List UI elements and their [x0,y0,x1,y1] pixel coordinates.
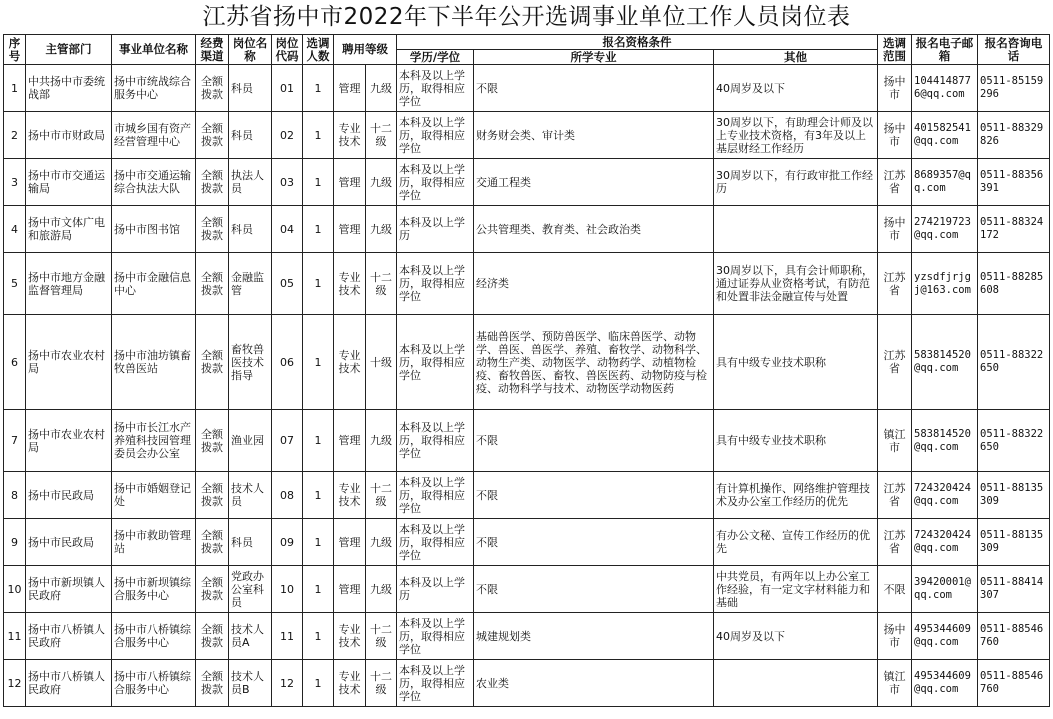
cell-funding: 全额拨款 [196,660,229,707]
header-seq: 序号 [4,35,26,65]
cell-level-grade: 十二级 [366,112,397,159]
header-scope: 选调范围 [878,35,912,65]
cell-email: yzsdfjrjgj@163.com [912,253,978,315]
table-row [4,206,1050,253]
cell-unit: 扬中市交通运输综合执法大队 [112,159,196,206]
table-row [4,65,1050,112]
cell-email: 8689357@qq.com [912,159,978,206]
cell-count: 1 [303,660,334,707]
cell-post-code: 06 [272,315,303,410]
table-row [4,159,1050,206]
header-other: 其他 [714,50,878,65]
cell-dept: 扬中市八桥镇人民政府 [26,660,112,707]
cell-unit: 扬中市婚姻登记处 [112,472,196,519]
cell-post-name: 执法人员 [229,159,272,206]
cell-dept: 扬中市农业农村局 [26,410,112,472]
cell-post-name: 科员 [229,65,272,112]
cell-seq: 11 [4,613,26,660]
cell-level-type: 管理 [334,519,366,566]
cell-post-code: 11 [272,613,303,660]
cell-scope: 江苏省 [878,519,912,566]
cell-post-code: 10 [272,566,303,613]
table-row [4,613,1050,660]
table-row [4,660,1050,707]
cell-dept: 扬中市八桥镇人民政府 [26,613,112,660]
cell-education: 本科及以上学历，取得相应学位 [397,112,474,159]
cell-major: 财务财会类、审计类 [474,112,714,159]
cell-post-name: 技术人员B [229,660,272,707]
cell-count: 1 [303,410,334,472]
table-row [4,315,1050,410]
cell-scope: 江苏省 [878,472,912,519]
cell-level-type: 专业技术 [334,112,366,159]
cell-email: 274219723@qq.com [912,206,978,253]
cell-major: 农业类 [474,660,714,707]
cell-level-grade: 十二级 [366,253,397,315]
cell-post-name: 科员 [229,112,272,159]
cell-post-name: 渔业园 [229,410,272,472]
cell-education: 本科及以上学历，取得相应学位 [397,519,474,566]
cell-phone: 0511-88135309 [978,472,1050,519]
cell-education: 本科及以上学历 [397,206,474,253]
cell-email: 724320424@qq.com [912,519,978,566]
cell-post-name: 党政办公室科员 [229,566,272,613]
cell-level-type: 专业技术 [334,253,366,315]
table-row [4,253,1050,315]
cell-level-grade: 九级 [366,206,397,253]
cell-funding: 全额拨款 [196,315,229,410]
cell-level-type: 专业技术 [334,660,366,707]
cell-seq: 5 [4,253,26,315]
table-row [4,566,1050,613]
cell-count: 1 [303,112,334,159]
cell-scope: 扬中市 [878,65,912,112]
cell-dept: 扬中市市财政局 [26,112,112,159]
cell-post-code: 08 [272,472,303,519]
cell-phone: 0511-88329826 [978,112,1050,159]
cell-other [714,660,878,707]
cell-scope: 扬中市 [878,112,912,159]
cell-post-code: 02 [272,112,303,159]
cell-education: 本科及以上学历，取得相应学位 [397,410,474,472]
cell-post-name: 技术人员A [229,613,272,660]
cell-dept: 扬中市民政局 [26,472,112,519]
cell-phone: 0511-88324172 [978,206,1050,253]
cell-seq: 8 [4,472,26,519]
header-row-1 [4,35,1050,50]
cell-unit: 扬中市长江水产养殖科技园管理委员会办公室 [112,410,196,472]
cell-email: 495344609@qq.com [912,613,978,660]
cell-phone: 0511-88285608 [978,253,1050,315]
cell-major: 不限 [474,410,714,472]
cell-funding: 全额拨款 [196,410,229,472]
cell-major: 不限 [474,65,714,112]
cell-dept: 扬中市农业农村局 [26,315,112,410]
cell-phone: 0511-88414307 [978,566,1050,613]
header-major: 所学专业 [474,50,714,65]
cell-count: 1 [303,159,334,206]
cell-level-type: 专业技术 [334,472,366,519]
cell-dept: 扬中市文体广电和旅游局 [26,206,112,253]
cell-level-grade: 九级 [366,410,397,472]
cell-level-type: 管理 [334,206,366,253]
cell-unit: 扬中市八桥镇综合服务中心 [112,613,196,660]
cell-level-type: 专业技术 [334,315,366,410]
cell-funding: 全额拨款 [196,253,229,315]
cell-scope: 江苏省 [878,253,912,315]
cell-level-grade: 九级 [366,519,397,566]
cell-seq: 7 [4,410,26,472]
cell-education: 本科及以上学历，取得相应学位 [397,613,474,660]
table-row [4,410,1050,472]
cell-email: 39420001@qq.com [912,566,978,613]
table-row [4,519,1050,566]
cell-level-type: 管理 [334,159,366,206]
cell-education: 本科及以上学历，取得相应学位 [397,159,474,206]
cell-count: 1 [303,315,334,410]
cell-post-name: 科员 [229,206,272,253]
cell-education: 本科及以上学历，取得相应学位 [397,660,474,707]
cell-level-grade: 十二级 [366,613,397,660]
header-post-name: 岗位名称 [229,35,272,65]
cell-phone: 0511-88322650 [978,410,1050,472]
cell-funding: 全额拨款 [196,472,229,519]
header-funding: 经费渠道 [196,35,229,65]
cell-seq: 1 [4,65,26,112]
cell-level-type: 管理 [334,566,366,613]
cell-seq: 4 [4,206,26,253]
cell-unit: 扬中市图书馆 [112,206,196,253]
header-dept: 主管部门 [26,35,112,65]
cell-unit: 扬中市统战综合服务中心 [112,65,196,112]
cell-seq: 12 [4,660,26,707]
cell-unit: 扬中市新坝镇综合服务中心 [112,566,196,613]
cell-level-grade: 九级 [366,566,397,613]
cell-unit: 扬中市油坊镇畜牧兽医站 [112,315,196,410]
cell-scope: 江苏省 [878,315,912,410]
cell-level-grade: 九级 [366,159,397,206]
cell-other: 30周岁以下，具有会计师职称，通过证券从业资格考试，有防范和处置非法金融宣传与处置 [714,253,878,315]
cell-level-type: 专业技术 [334,613,366,660]
header-unit: 事业单位名称 [112,35,196,65]
cell-email: 401582541@qq.com [912,112,978,159]
cell-other: 具有中级专业技术职称 [714,410,878,472]
cell-count: 1 [303,206,334,253]
header-education: 学历/学位 [397,50,474,65]
cell-phone: 0511-88546760 [978,660,1050,707]
cell-level-type: 管理 [334,65,366,112]
cell-count: 1 [303,566,334,613]
cell-other: 40周岁及以下 [714,65,878,112]
cell-post-code: 04 [272,206,303,253]
cell-post-code: 05 [272,253,303,315]
cell-major: 不限 [474,566,714,613]
cell-level-type: 管理 [334,410,366,472]
cell-other: 40周岁及以下 [714,613,878,660]
header-email: 报名电子邮箱 [912,35,978,65]
header-post-code: 岗位代码 [272,35,303,65]
cell-major: 公共管理类、教育类、社会政治类 [474,206,714,253]
cell-other: 30周岁以下，有助理会计师及以上专业技术资格，有3年及以上基层财经工作经历 [714,112,878,159]
cell-count: 1 [303,253,334,315]
cell-major: 基础兽医学、预防兽医学、临床兽医学、动物学、兽医、兽医学、养殖、畜牧学、动物科学、动物生产类、动物医学、动物药学、动植物检疫、畜牧兽医、畜牧、兽医医药、动物防疫与检疫、动物科学与技术、动物医学动物医药 [474,315,714,410]
cell-scope: 扬中市 [878,613,912,660]
cell-email: 495344609@qq.com [912,660,978,707]
cell-funding: 全额拨款 [196,613,229,660]
cell-phone: 0511-88135309 [978,519,1050,566]
cell-unit: 市城乡国有资产经营管理中心 [112,112,196,159]
page-title: 江苏省扬中市2022年下半年公开选调事业单位工作人员岗位表 [202,4,851,30]
cell-scope: 江苏省 [878,159,912,206]
cell-seq: 6 [4,315,26,410]
header-count: 选调人数 [303,35,334,65]
cell-seq: 10 [4,566,26,613]
header-level: 聘用等级 [334,35,397,65]
cell-major: 交通工程类 [474,159,714,206]
cell-level-grade: 十级 [366,315,397,410]
cell-phone: 0511-85159296 [978,65,1050,112]
cell-post-code: 09 [272,519,303,566]
cell-education: 本科及以上学历，取得相应学位 [397,253,474,315]
cell-scope: 镇江市 [878,660,912,707]
header-phone: 报名咨询电话 [978,35,1050,65]
cell-funding: 全额拨款 [196,566,229,613]
position-table [3,34,1050,707]
cell-education: 本科及以上学历，取得相应学位 [397,315,474,410]
cell-scope: 镇江市 [878,410,912,472]
cell-phone: 0511-88322650 [978,315,1050,410]
cell-other: 有办公文秘、宣传工作经历的优先 [714,519,878,566]
cell-post-code: 01 [272,65,303,112]
table-row [4,112,1050,159]
table-row [4,472,1050,519]
cell-count: 1 [303,519,334,566]
cell-email: 1044148776@qq.com [912,65,978,112]
cell-post-name: 技术人员 [229,472,272,519]
cell-phone: 0511-88546760 [978,613,1050,660]
cell-count: 1 [303,472,334,519]
cell-funding: 全额拨款 [196,112,229,159]
cell-count: 1 [303,613,334,660]
cell-seq: 3 [4,159,26,206]
cell-education: 本科及以上学历 [397,566,474,613]
cell-level-grade: 九级 [366,65,397,112]
cell-scope: 扬中市 [878,206,912,253]
cell-dept: 扬中市民政局 [26,519,112,566]
cell-level-grade: 十二级 [366,660,397,707]
cell-major: 经济类 [474,253,714,315]
cell-count: 1 [303,65,334,112]
cell-education: 本科及以上学历，取得相应学位 [397,472,474,519]
cell-post-code: 07 [272,410,303,472]
cell-funding: 全额拨款 [196,65,229,112]
cell-unit: 扬中市救助管理站 [112,519,196,566]
cell-seq: 2 [4,112,26,159]
cell-funding: 全额拨款 [196,159,229,206]
cell-major: 不限 [474,519,714,566]
cell-post-code: 03 [272,159,303,206]
cell-funding: 全额拨款 [196,519,229,566]
cell-other: 有计算机操作、网络维护管理技术及办公室工作经历的优先 [714,472,878,519]
cell-post-name: 畜牧兽医技术指导 [229,315,272,410]
cell-other: 中共党员，有两年以上办公室工作经验，有一定文字材料能力和基础 [714,566,878,613]
cell-education: 本科及以上学历，取得相应学位 [397,65,474,112]
table-body [4,65,1050,707]
cell-other: 30周岁以下，有行政审批工作经历 [714,159,878,206]
cell-other: 具有中级专业技术职称 [714,315,878,410]
cell-dept: 扬中市市交通运输局 [26,159,112,206]
cell-post-code: 12 [272,660,303,707]
cell-email: 724320424@qq.com [912,472,978,519]
cell-unit: 扬中市金融信息中心 [112,253,196,315]
cell-funding: 全额拨款 [196,206,229,253]
cell-seq: 9 [4,519,26,566]
cell-post-name: 科员 [229,519,272,566]
cell-scope: 不限 [878,566,912,613]
cell-email: 583814520@qq.com [912,410,978,472]
cell-major: 城建规划类 [474,613,714,660]
cell-email: 583814520@qq.com [912,315,978,410]
cell-dept: 扬中市地方金融监督管理局 [26,253,112,315]
cell-major: 不限 [474,472,714,519]
cell-dept: 扬中市新坝镇人民政府 [26,566,112,613]
cell-unit: 扬中市八桥镇综合服务中心 [112,660,196,707]
cell-level-grade: 十二级 [366,472,397,519]
cell-phone: 0511-88356391 [978,159,1050,206]
cell-dept: 中共扬中市委统战部 [26,65,112,112]
cell-post-name: 金融监管 [229,253,272,315]
header-requirements: 报名资格条件 [397,35,878,50]
cell-other [714,206,878,253]
